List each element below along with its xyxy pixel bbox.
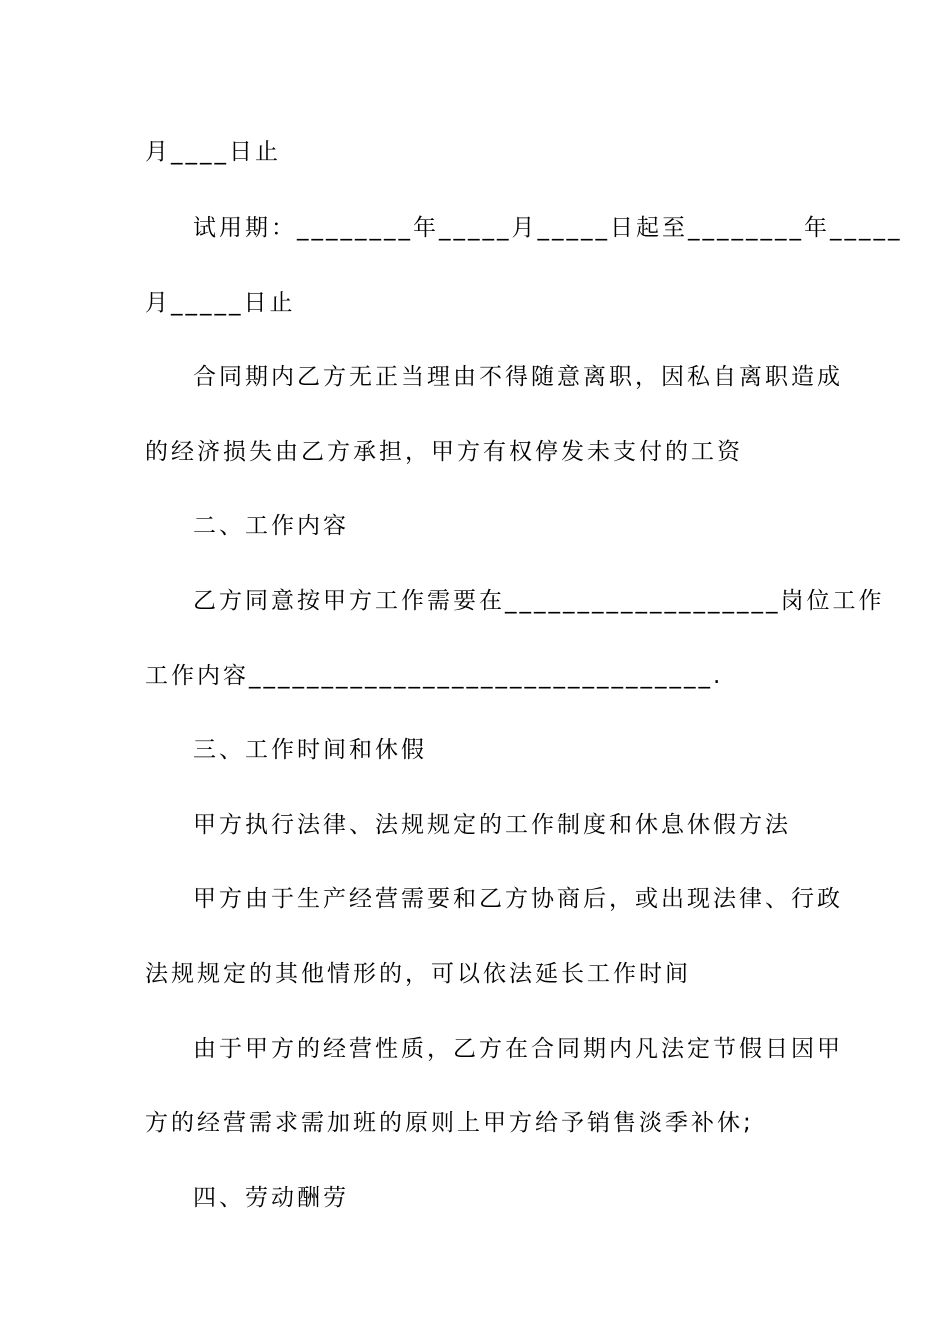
text-line-2: 试用期：________年_____月_____日起至________年_____ — [193, 215, 903, 241]
text-line-13: 由于甲方的经营性质，乙方在合同期内凡法定节假日因甲 — [193, 1036, 843, 1062]
section-heading-2: 二、工作内容 — [193, 513, 349, 539]
text-line-14: 方的经营需求需加班的原则上甲方给予销售淡季补休; — [145, 1110, 754, 1136]
text-line-11: 甲方由于生产经营需要和乙方协商后，或出现法律、行政 — [193, 886, 843, 912]
section-heading-3: 三、工作时间和休假 — [193, 737, 427, 763]
text-line-7: 乙方同意按甲方工作需要在___________________岗位工作 — [193, 588, 885, 614]
text-line-3: 月_____日止 — [145, 290, 296, 316]
text-line-4: 合同期内乙方无正当理由不得随意离职，因私自离职造成 — [193, 364, 843, 390]
text-line-8: 工作内容________________________________. — [145, 663, 724, 689]
text-line-10: 甲方执行法律、法规规定的工作制度和休息休假方法 — [193, 812, 791, 838]
text-line-5: 的经济损失由乙方承担，甲方有权停发未支付的工资 — [145, 439, 743, 465]
text-line-1: 月____日止 — [145, 139, 281, 165]
section-heading-4: 四、劳动酬劳 — [193, 1185, 349, 1211]
text-line-12: 法规规定的其他情形的，可以依法延长工作时间 — [145, 961, 691, 987]
